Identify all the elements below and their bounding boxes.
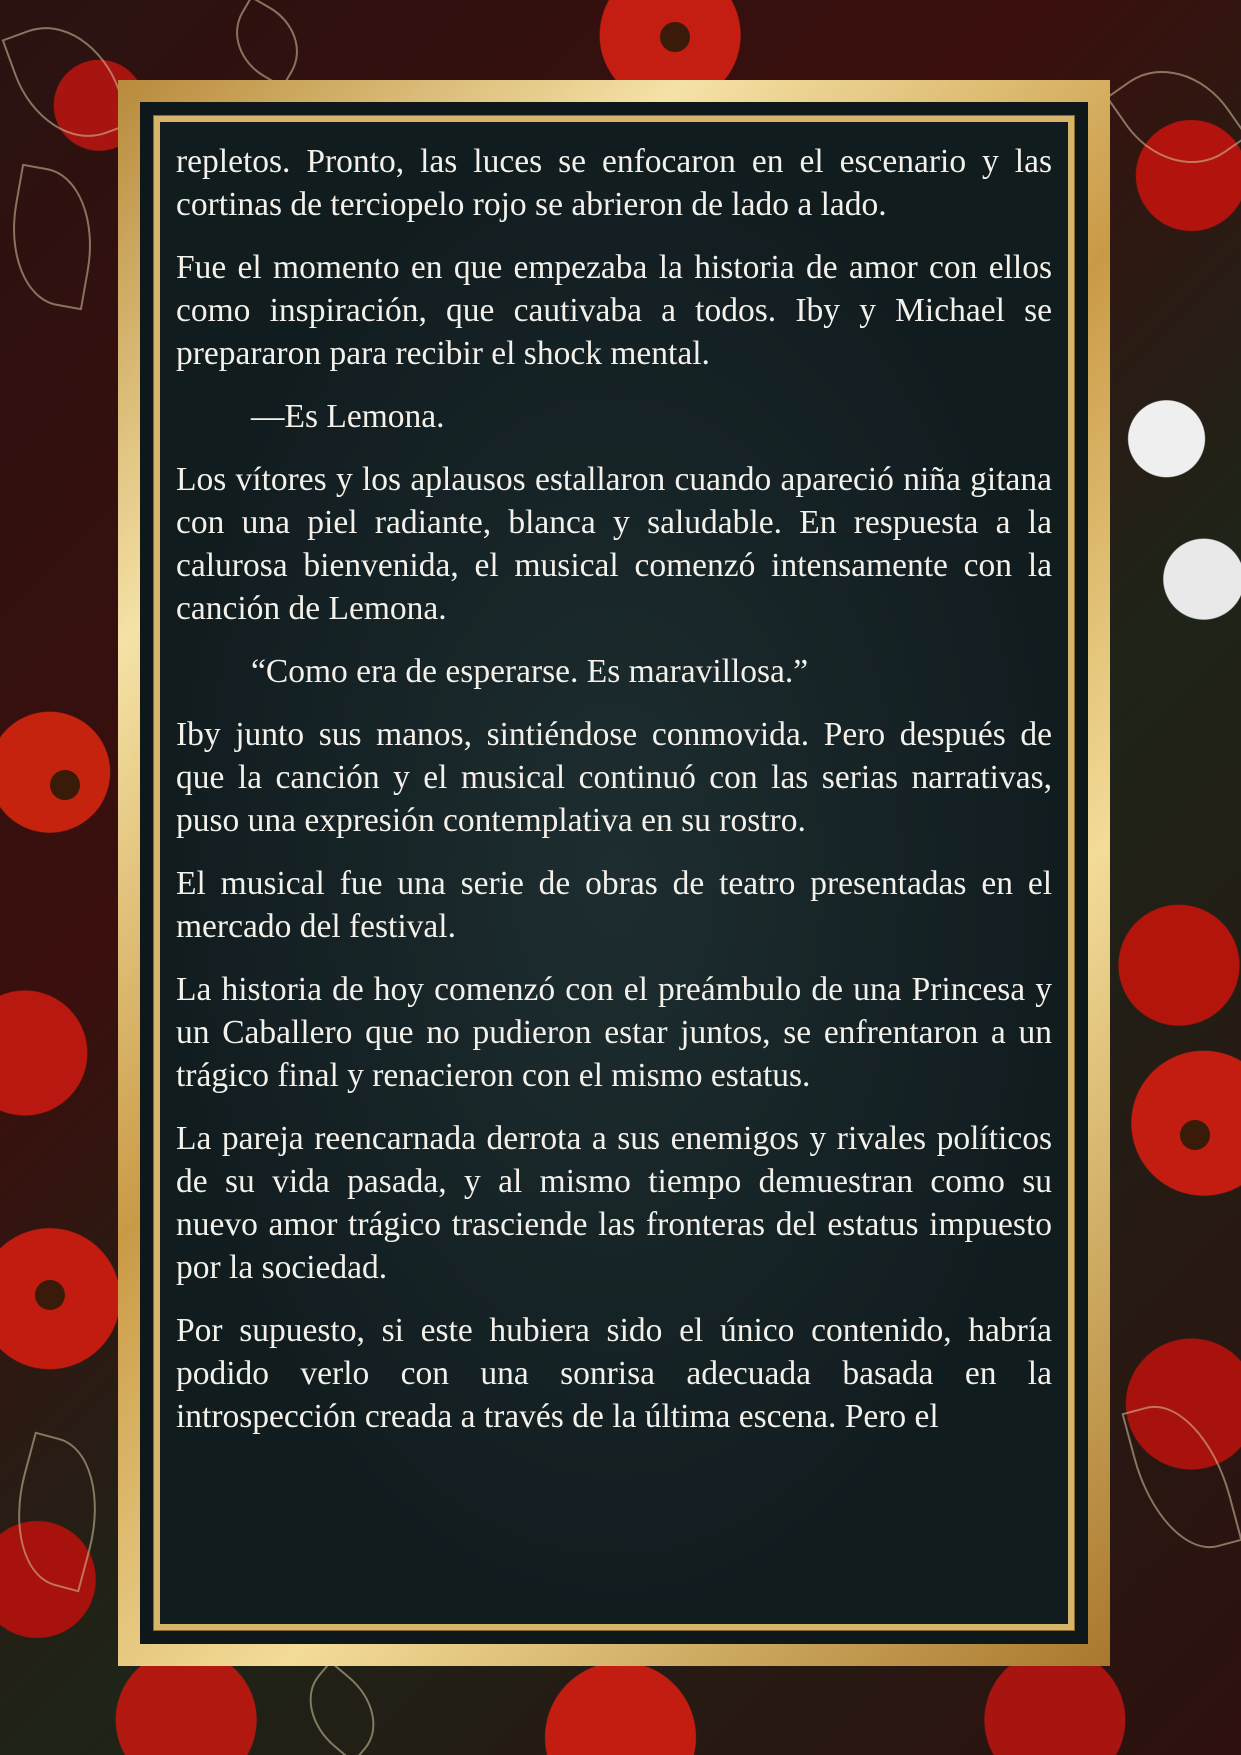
- leaf-outline-decoration: [0, 164, 105, 311]
- gold-frame: [118, 80, 1110, 1666]
- leaf-outline-decoration: [1106, 43, 1241, 190]
- text-panel: [154, 116, 1074, 1630]
- leaf-outline-decoration: [219, 0, 315, 88]
- leaf-outline-decoration: [289, 1660, 394, 1755]
- leaf-outline-decoration: [1122, 1392, 1241, 1562]
- paragraph: Iby junto sus manos, sintiéndose conmovida. Pero después de que la canción y el musical continuó con las serias narrativas, puso una expresión contemplativa en su rostro.: [176, 716, 1052, 839]
- flower-center-decoration: [35, 1280, 65, 1310]
- leaf-outline-decoration: [2, 8, 133, 157]
- paragraph: —Es Lemona.: [251, 398, 445, 435]
- paragraph: Fue el momento en que empezaba la historia de amor con ellos como inspiración, que cautivaba a todos. Iby y Michael se prepararon para recibir el shock mental.: [176, 249, 1052, 372]
- paragraph: Los vítores y los aplausos estallaron cuando apareció niña gitana con una piel radiante, blanca y saludable. En respuesta a la calurosa bienvenida, el musical comenzó intensamente con la canción de Lemona.: [176, 461, 1052, 627]
- paragraph: El musical fue una serie de obras de teatro presentadas en el mercado del festival.: [176, 865, 1052, 945]
- paragraph: La pareja reencarnada derrota a sus enemigos y rivales políticos de su vida pasada, y al mismo tiempo demuestran como su nuevo amor trágico trasciende las fronteras del estatus impuesto por la sociedad.: [176, 1120, 1052, 1286]
- flower-center-decoration: [1180, 1120, 1210, 1150]
- paragraph: La historia de hoy comenzó con el preámbulo de una Princesa y un Caballero que no pudieron estar juntos, se enfrentaron a un trágico final y renacieron con el mismo estatus.: [176, 971, 1052, 1094]
- leaf-outline-decoration: [0, 1432, 116, 1593]
- paragraph: “Como era de esperarse. Es maravillosa.”: [251, 653, 809, 690]
- paragraph: Por supuesto, si este hubiera sido el único contenido, habría podido verlo con una sonrisa adecuada basada en la introspección creada a través de la última escena. Pero el: [176, 1312, 1052, 1435]
- page-text: [176, 140, 1052, 1438]
- frame-inner-border: [140, 102, 1088, 1644]
- flower-center-decoration: [50, 770, 80, 800]
- paragraph: repletos. Pronto, las luces se enfocaron en el escenario y las cortinas de terciopelo rojo se abrieron de lado a lado.: [176, 143, 1052, 223]
- flower-center-decoration: [660, 22, 690, 52]
